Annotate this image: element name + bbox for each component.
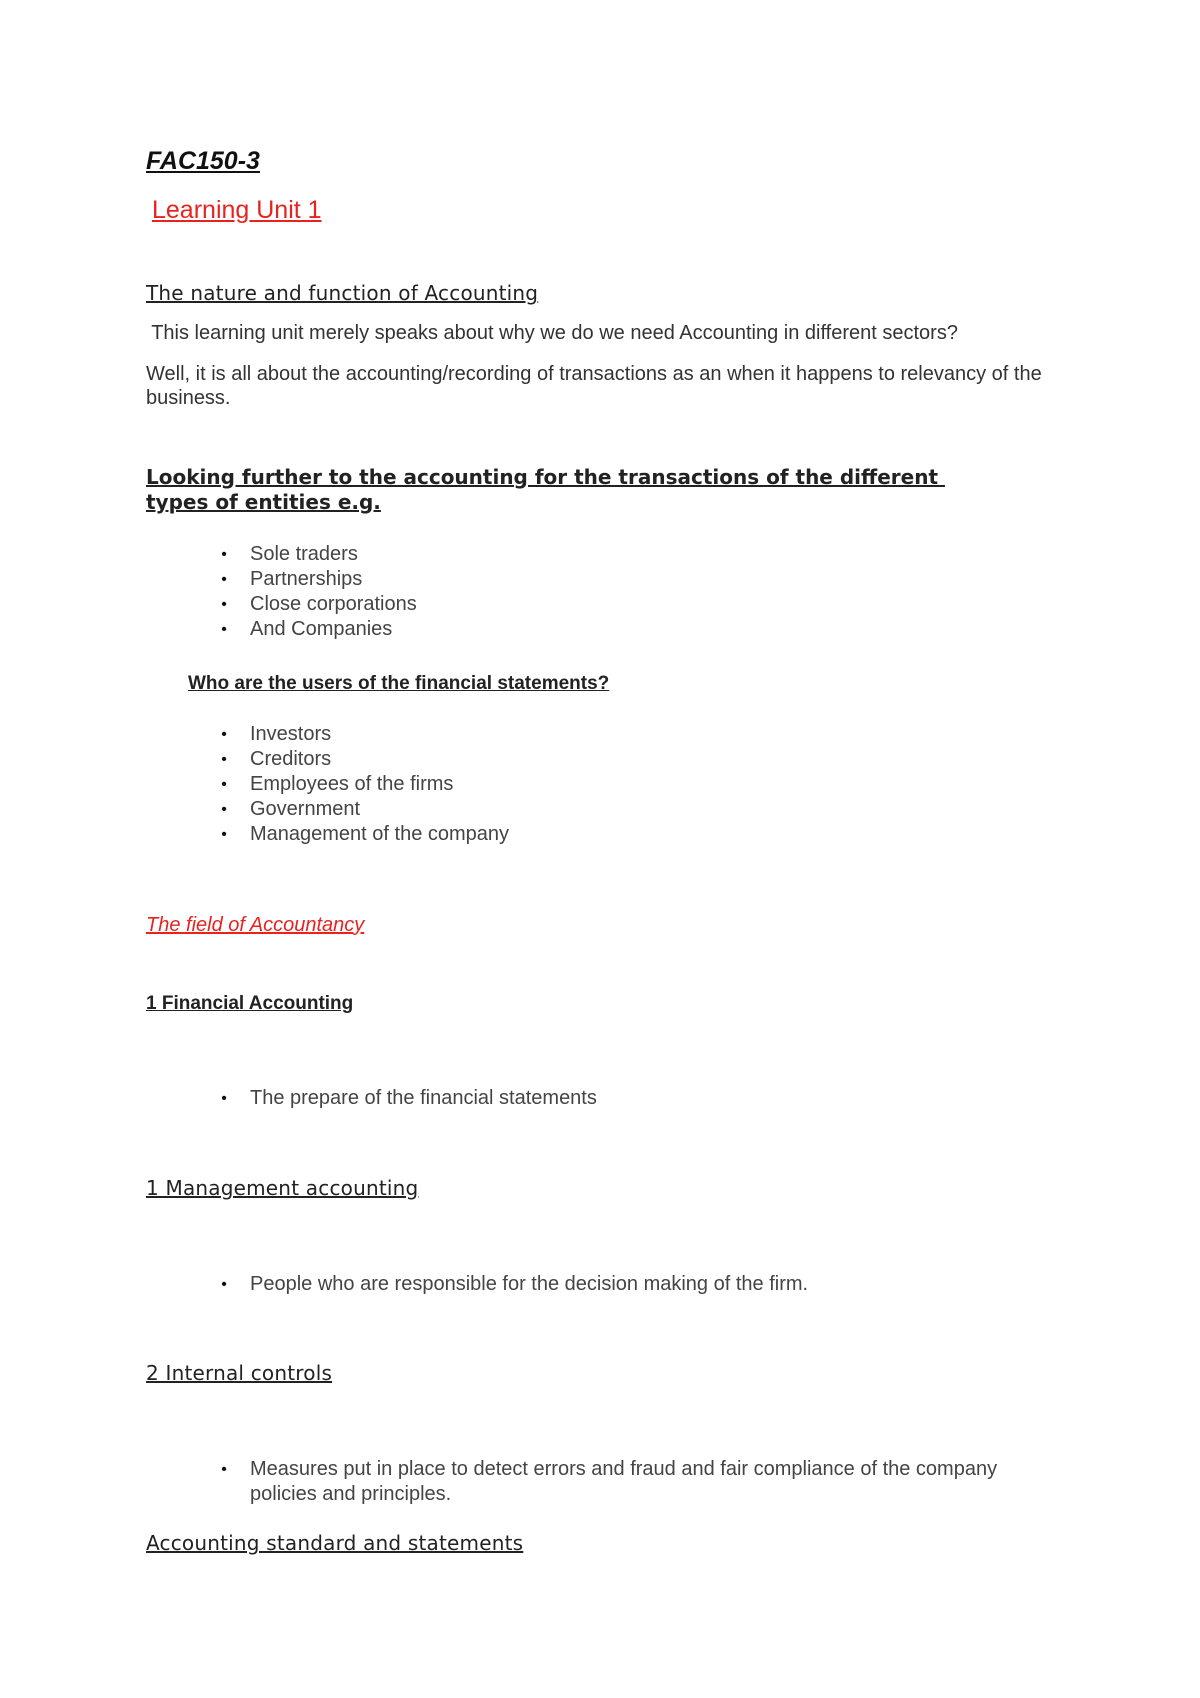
section-heading-users: Who are the users of the financial statements? xyxy=(188,673,610,694)
bullet-icon: • xyxy=(221,621,227,638)
list-item: • The prepare of the financial statements xyxy=(218,1086,597,1111)
list-item: • Close corporations xyxy=(218,592,417,617)
nature-paragraph-2: Well, it is all about the accounting/recording of transactions as an when it happens to relevancy of the business. xyxy=(146,363,1042,409)
users-list xyxy=(218,722,509,847)
list-item: • Partnerships xyxy=(218,567,417,592)
course-code-title: FAC150-3 xyxy=(146,147,260,175)
internal-controls-list xyxy=(218,1457,997,1507)
bullet-icon: • xyxy=(221,596,227,613)
list-item: • Creditors xyxy=(218,747,509,772)
bullet-icon: • xyxy=(221,571,227,588)
learning-unit-title: Learning Unit 1 xyxy=(152,196,322,224)
financial-accounting-heading: 1 Financial Accounting xyxy=(146,993,354,1014)
field-of-accountancy-heading: The field of Accountancy xyxy=(146,914,365,936)
management-accounting-heading: 1 Management accounting xyxy=(146,1176,419,1200)
list-item: • Sole traders xyxy=(218,542,417,567)
entities-list xyxy=(218,542,417,642)
bullet-icon: • xyxy=(221,751,227,768)
bullet-icon: • xyxy=(221,1461,227,1478)
management-accounting-list xyxy=(218,1272,808,1297)
bullet-icon: • xyxy=(221,1090,227,1107)
bullet-icon: • xyxy=(221,776,227,793)
financial-accounting-list xyxy=(218,1086,597,1111)
list-item: • Management of the company xyxy=(218,822,509,847)
list-item: • And Companies xyxy=(218,617,417,642)
list-item: • Government xyxy=(218,797,509,822)
bullet-icon: • xyxy=(221,546,227,563)
list-item: • People who are responsible for the decision making of the firm. xyxy=(218,1272,808,1297)
accounting-standards-heading: Accounting standard and statements xyxy=(146,1531,524,1555)
list-item: • Investors xyxy=(218,722,509,747)
bullet-icon: • xyxy=(221,1276,227,1293)
section-heading-entities-line-1: Looking further to the accounting for the transactions of the different xyxy=(146,465,945,489)
nature-paragraph-1: This learning unit merely speaks about why we do we need Accounting in different sectors? xyxy=(146,322,958,344)
internal-controls-heading: 2 Internal controls xyxy=(146,1361,333,1385)
list-item: • Employees of the firms xyxy=(218,772,509,797)
list-item: • Measures put in place to detect errors and fraud and fair compliance of the company policies and principles. xyxy=(218,1457,997,1507)
bullet-icon: • xyxy=(221,726,227,743)
bullet-icon: • xyxy=(221,801,227,818)
section-heading-nature: The nature and function of Accounting xyxy=(146,281,539,305)
bullet-icon: • xyxy=(221,826,227,843)
section-heading-entities-line-2: types of entities e.g. xyxy=(146,490,381,514)
